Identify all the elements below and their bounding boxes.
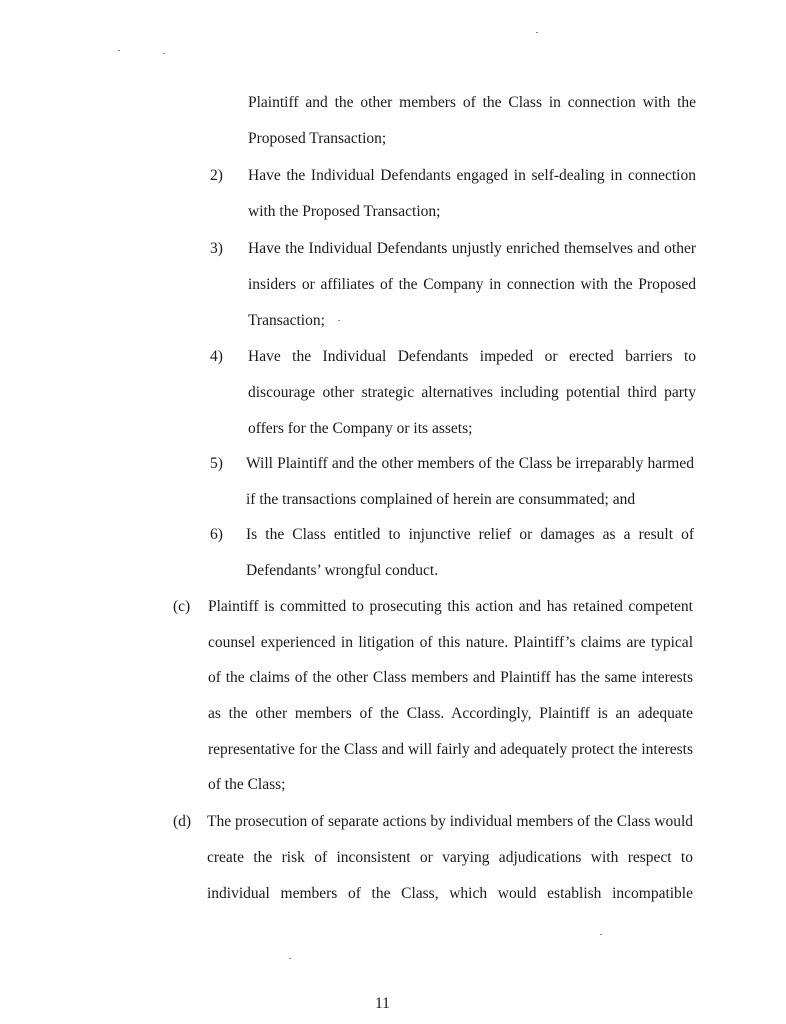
item-line: Will Plaintiff and the other members of the Class be irreparably harmed: [246, 455, 694, 472]
paragraph-line: individual members of the Class, which would establish incompatible: [207, 885, 693, 902]
scan-speck: [338, 320, 340, 321]
item-number: 2): [210, 167, 223, 184]
paragraph-line: representative for the Class and will fairly and adequately protect the interests: [208, 741, 693, 758]
paragraph-line: Plaintiff is committed to prosecuting this action and has retained competent: [208, 598, 693, 615]
scan-speck: [536, 32, 538, 33]
item-letter: (c): [173, 598, 191, 615]
scan-speck: [289, 958, 291, 959]
item-line: if the transactions complained of herein are consummated; and: [246, 491, 636, 508]
item-line: with the Proposed Transaction;: [248, 203, 441, 220]
scan-speck: [600, 934, 602, 935]
item-line: discourage other strategic alternatives including potential third party: [248, 384, 696, 401]
intro-line: Proposed Transaction;: [248, 130, 387, 147]
intro-line: Plaintiff and the other members of the Class in connection with the: [248, 94, 696, 111]
item-line: Have the Individual Defendants unjustly enriched themselves and other: [248, 240, 696, 257]
paragraph-line: of the Class;: [208, 776, 286, 793]
page-number: 11: [375, 995, 390, 1012]
paragraph-line: of the claims of the other Class members and Plaintiff has the same interests: [208, 669, 693, 686]
item-letter: (d): [173, 813, 192, 830]
paragraph-line: counsel experienced in litigation of this nature. Plaintiff’s claims are typical: [208, 634, 693, 651]
item-line: insiders or affiliates of the Company in connection with the Proposed: [248, 276, 696, 293]
paragraph-line: create the risk of inconsistent or varying adjudications with respect to: [207, 849, 693, 866]
item-line: Have the Individual Defendants impeded or erected barriers to: [248, 348, 696, 365]
scan-speck: [118, 50, 120, 51]
scan-speck: [163, 53, 165, 54]
item-line: Is the Class entitled to injunctive relief or damages as a result of: [246, 526, 694, 543]
paragraph-line: The prosecution of separate actions by individual members of the Class would: [207, 813, 693, 830]
item-number: 6): [210, 526, 223, 543]
item-number: 4): [210, 348, 223, 365]
item-line: offers for the Company or its assets;: [248, 420, 473, 437]
item-number: 5): [210, 455, 223, 472]
item-line: Transaction;: [248, 312, 325, 329]
item-line: Defendants’ wrongful conduct.: [246, 562, 439, 579]
paragraph-line: as the other members of the Class. Accordingly, Plaintiff is an adequate: [208, 705, 693, 722]
item-number: 3): [210, 240, 223, 257]
item-line: Have the Individual Defendants engaged in self-dealing in connection: [248, 167, 696, 184]
